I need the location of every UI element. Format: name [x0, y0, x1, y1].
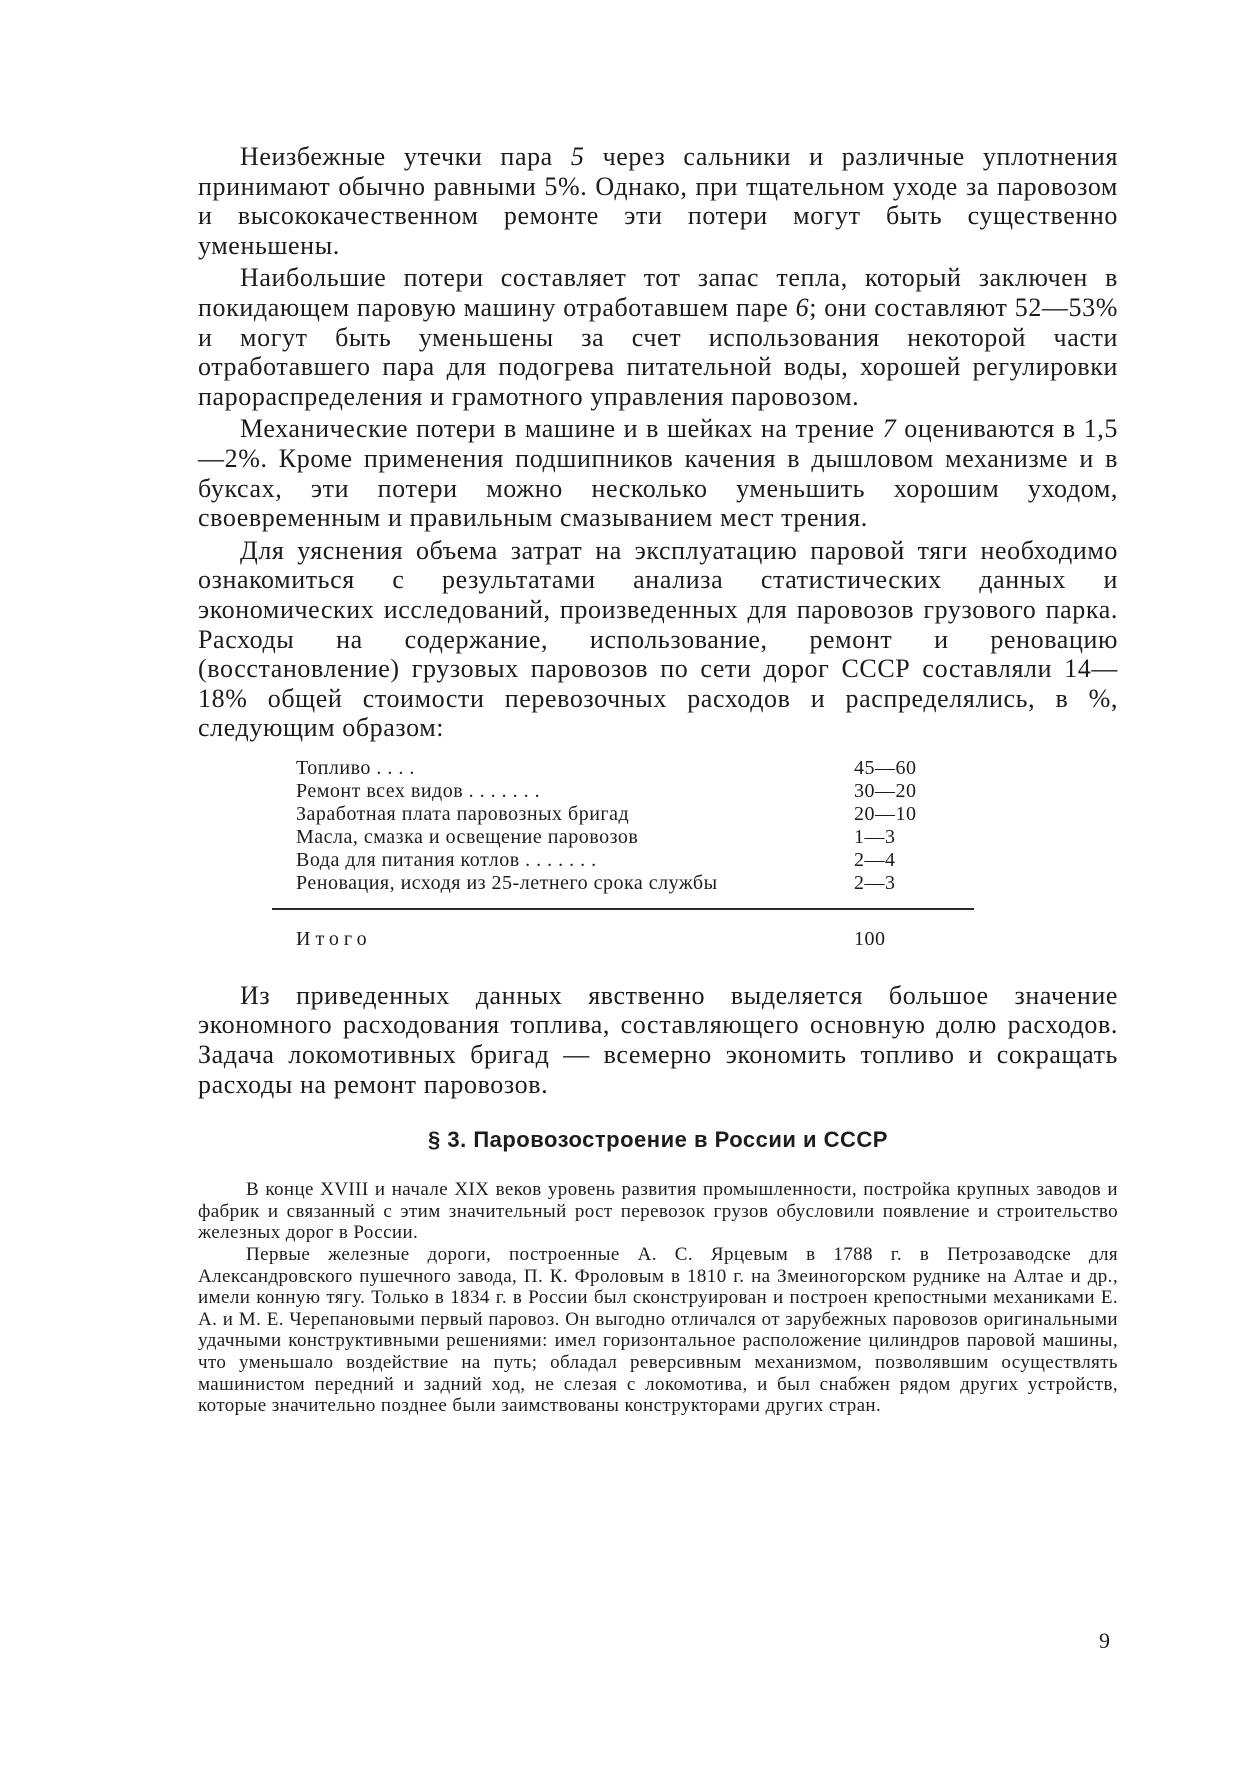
row-label: Топливо . . . . — [296, 756, 415, 779]
row-label: Реновация, исходя из 25-летнего срока службы — [296, 871, 718, 894]
page-number: 9 — [1099, 1628, 1110, 1653]
table-row — [296, 826, 944, 849]
paragraph-steam-leaks: Неизбежные утечки пара 5 через сальники и различные уплотнения принимают обычно равными 5%. Однако, при тщательном уходе за паровозом и высококачественном ремонте эти потери могут быть существенно уменьшены. — [198, 142, 1119, 260]
total-value: 100 — [854, 927, 886, 950]
paragraph-mechanical-losses: Механические потери в машине и в шейках на трение 7 оцениваются в 1,5—2%. Кроме применения подшипников качения в дышловом механизме и в буксах, эти потери можно несколько уменьшить хорошим уходом, своевременным и правильным смазыванием мест трения. — [198, 414, 1118, 533]
paragraph-history-first-railways: Первые железные дороги, построенные А. С. Ярцевым в 1788 г. в Петрозаводске для Александровского пушечного завода, П. К. Фроловым в 1810 г. на Змеиногорском руднике на Алтае и др., имели конную тягу. Только в 1834 г. в России был сконструирован и построен крепостными механиками Е. А. и М. Е. Черепановыми первый паровоз. Он выгодно отличался от зарубежных паровозов оригинальными удачными конструктивными решениями: имел горизонтальное расположение цилиндров паровой машины, что уменьшало воздействие на путь; обладал реверсивным механизмом, позволявшим осуществлять машинистом передний и задний ход, не слезая с локомотива, и был снабжен рядом других устройств, которые значительно позднее были заимствованы конструкторами других стран. — [198, 1244, 1118, 1417]
paragraph-exhaust-losses: Наибольшие потери составляет тот запас тепла, который заключен в покидающем паровую машину отработавшем паре 6; они составляют 52—53% и могут быть уменьшены за счет использования некоторой части отработавшего пара для подогрева питательной воды, хорошей регулировки парораспределения и грамотного управления паровозом. — [198, 263, 1118, 411]
table-row — [296, 803, 944, 826]
row-label: Заработная плата паровозных бригад — [296, 802, 630, 825]
row-value: 45—60 — [854, 756, 917, 779]
row-value: 30—20 — [854, 779, 917, 802]
row-label: Вода для питания котлов . . . . . . . — [296, 848, 597, 871]
row-value: 2—4 — [854, 848, 896, 871]
table-row — [296, 780, 944, 803]
total-label: Итого — [296, 927, 372, 950]
cost-distribution-table — [198, 757, 1118, 951]
row-label: Ремонт всех видов . . . . . . . — [296, 779, 541, 802]
section-heading: § 3. Паровозостроение в России и СССР — [428, 1127, 888, 1153]
table-row — [296, 757, 944, 780]
page-body — [198, 142, 1118, 1417]
cost-table-rows — [296, 757, 944, 895]
row-label: Масла, смазка и освещение паровозов — [296, 825, 639, 848]
row-value: 20—10 — [854, 802, 917, 825]
paragraph-history-intro: В конце XVIII и начале XIX веков уровень развития промышленности, постройка крупных заводов и фабрик и связанный с этим значительный рост перевозок грузов обусловили появление и строительство железных дорог в России. — [198, 1179, 1118, 1244]
paragraph-conclusion: Из приведенных данных явственно выделяется большое значение экономного расходования топлива, составляющего основную долю расходов. Задача локомотивных бригад — всемерно экономить топливо и сокращать расходы на ремонт паровозов. — [198, 980, 1118, 1099]
table-row — [296, 849, 944, 872]
paragraph-operating-costs: Для уяснения объема затрат на эксплуатацию паровой тяги необходимо ознакомиться с результатами анализа статистических данных и экономических исследований, произведенных для паровозов грузового парка. Расходы на содержание, использование, ремонт и реновацию (восстановление) грузовых паровозов по сети дорог СССР составляли 14—18% общей стоимости перевозочных расходов и распределялись, в %, следующим образом: — [198, 535, 1118, 743]
row-value: 1—3 — [854, 825, 896, 848]
row-value: 2—3 — [854, 871, 896, 894]
table-divider — [272, 908, 974, 910]
table-row — [296, 872, 944, 895]
table-total-row — [296, 928, 944, 951]
